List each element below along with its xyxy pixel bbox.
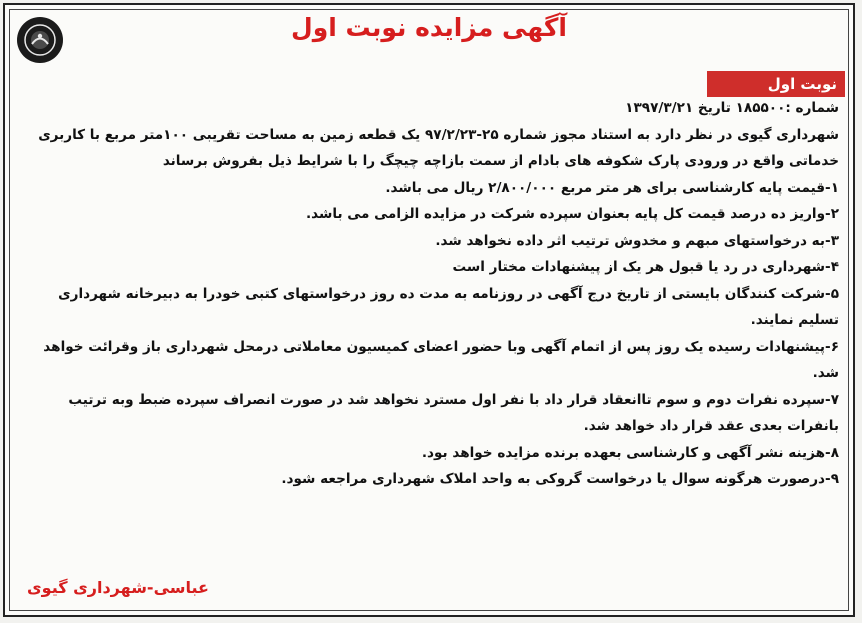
condition-item: ۲-واریز ده درصد قیمت کل پایه بعنوان سپرده شرکت در مزایده الزامی می باشد. <box>305 206 839 222</box>
condition-item: ۳-به درخواستهای مبهم و مخدوش ترتیب اثر داده نخواهد شد. <box>435 232 839 249</box>
edition-badge: نوبت اول <box>707 71 845 97</box>
notice-frame <box>3 3 855 617</box>
condition-item: ۵-شرکت کنندگان بایستی از تاریخ درج آگهی در روزنامه به مدت ده روز درخواستهای کتبی خودرا به دبیرخانه شهرداری تسلیم نمایند. <box>58 285 839 328</box>
condition-item: ۴-شهرداری در رد یا قبول هر یک از پیشنهادات مختار است <box>452 259 839 275</box>
page-title: آگهی مزایده نوبت اول <box>291 13 567 42</box>
condition-item: ۸-هزینه نشر آگهی و کارشناسی بعهده برنده مزایده خواهد بود. <box>421 444 839 461</box>
condition-item: ۹-درصورت هرگونه سوال یا درخواست گروکی به واحد املاک شهرداری مراجعه شود. <box>281 471 839 487</box>
condition-item: ۱-قیمت پایه کارشناسی برای هر متر مربع ۲/۸۰۰/۰۰۰ ریال می باشد. <box>385 179 839 196</box>
notice-body <box>25 95 839 493</box>
signature: عباسی-شهرداری گیوی <box>27 578 209 597</box>
condition-item: ۶-پیشنهادات رسیده یک روز پس از اتمام آگهی وبا حضور اعضای کمیسیون معاملاتی درمحل شهرداری باز وقرائت خواهد شد. <box>43 338 839 381</box>
condition-item: ۷-سپرده نفرات دوم و سوم تاانعقاد قرار داد با نفر اول مسترد نخواهد شد در صورت انصراف سپرده ضبط وبه ترتیب بانفرات بعدی عقد قرار داد خواهد شد. <box>68 391 839 434</box>
intro-paragraph: شهرداری گیوی در نظر دارد به استناد مجوز شماره ۲۵-۹۷/۲/۲۳ یک قطعه زمین به مساحت تقریبی ۱۰۰متر مربع با کاربری خدماتی واقع در ورودی پارک شکوفه های بادام از سمت بازاچه چیچگ را با شرایط ذیل بفروش برساند <box>38 126 839 169</box>
reference-number: شماره :۱۸۵۵۰۰ تاریخ ۱۳۹۷/۳/۲۱ <box>625 100 839 116</box>
